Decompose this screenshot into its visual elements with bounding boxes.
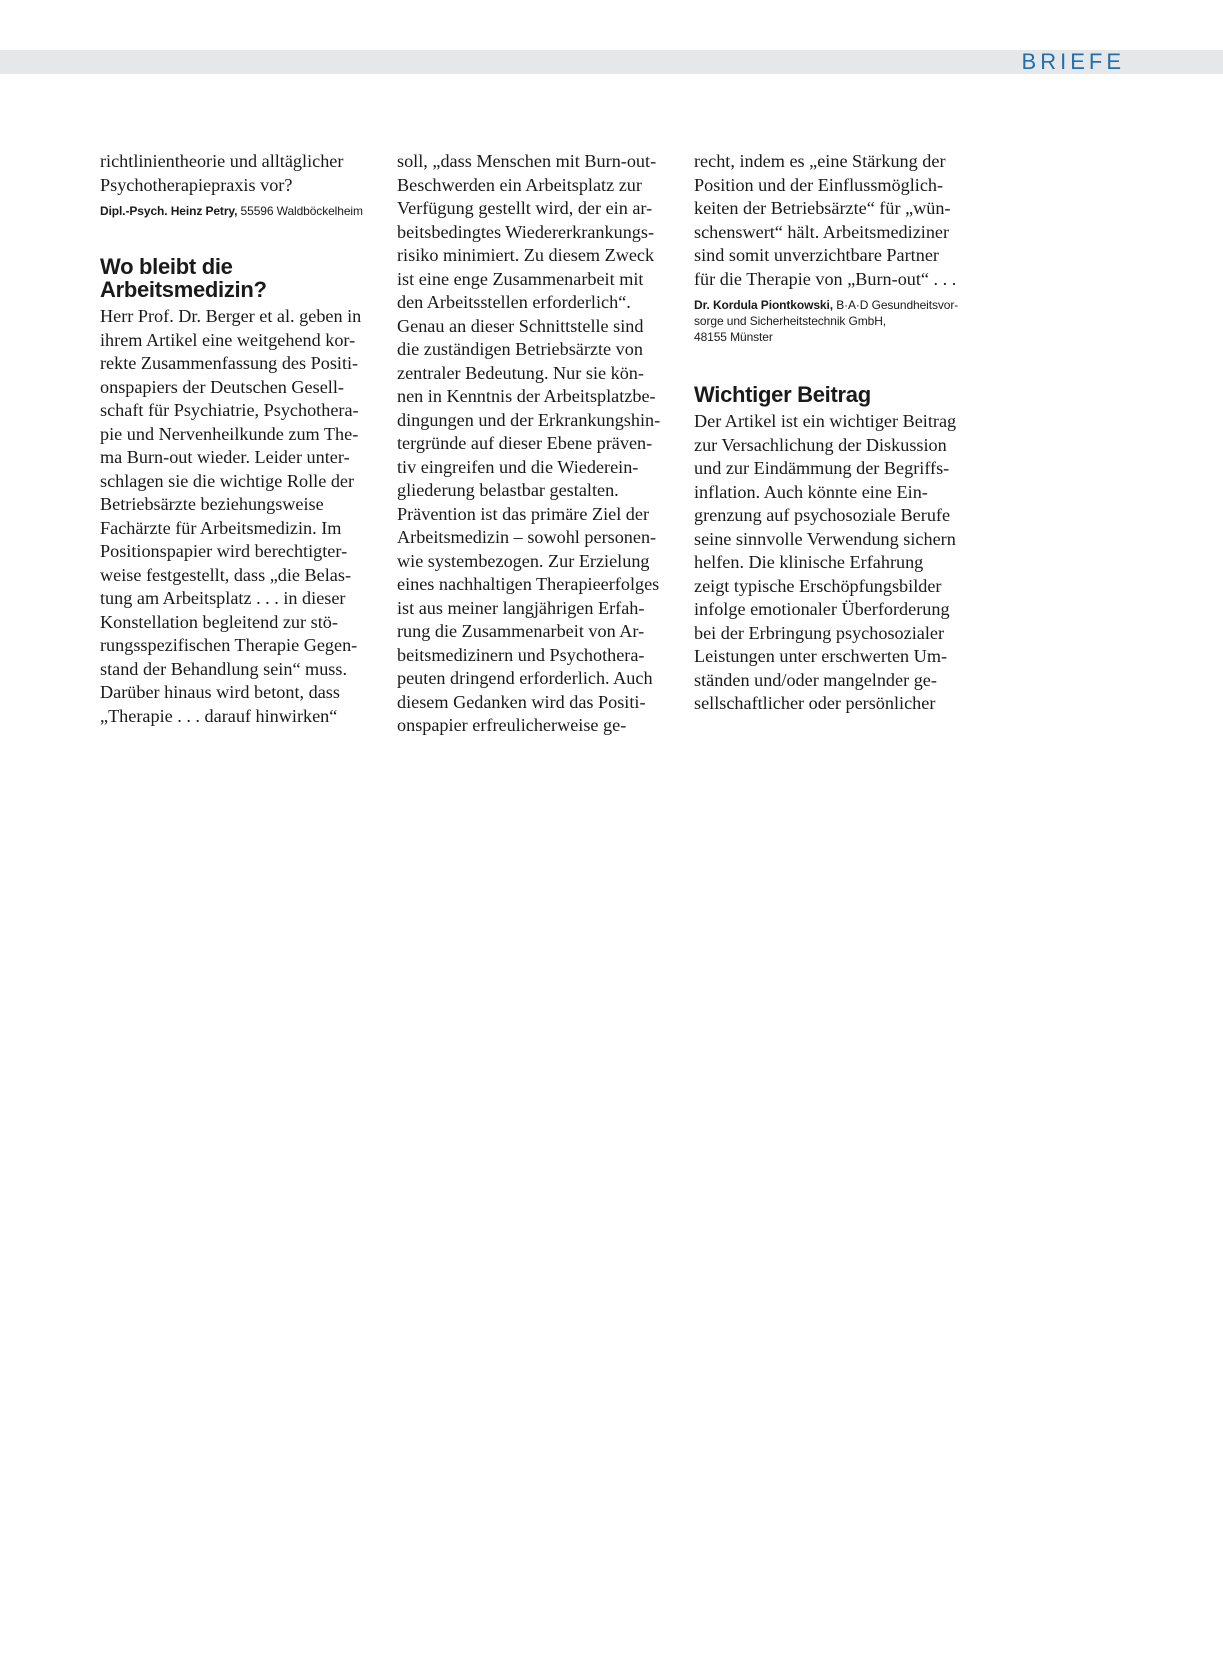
text-line: beitsmedizinern und Psychothera- [397,644,645,665]
text-line: zur Versachlichung der Diskussion [694,434,947,455]
text-line: rekte Zusammenfassung des Positi- [100,353,359,373]
signature-piontkowski: Dr. Kordula Piontkowski, B·A·D Gesundheitsvor- sorge und Sicherheitstechnik GmbH, 48155 Münster [694,298,959,344]
text-line: Verfügung gestellt wird, der ein ar- [397,198,653,218]
text-line: schenswert“ hält. Arbeitsmediziner [694,221,950,242]
text-line: Leistungen unter erschwerten Um- [694,646,948,666]
text-line: den Arbeitsstellen erforderlich“. [397,292,631,312]
text-line: Prävention ist das primäre Ziel der [397,503,650,524]
text-line: wie systembezogen. Zur Erzielung [397,550,650,571]
text-line: pie und Nervenheilkunde zum The- [100,423,359,444]
text-line: schaft für Psychiatrie, Psychothera- [100,400,359,420]
text-line: Betriebsärzte beziehungsweise [100,494,324,514]
text-line: Position und der Einflussmöglich- [694,174,944,195]
text-line: sellschaftlicher oder persönlicher [694,693,936,713]
text-line: nen in Kenntnis der Arbeitsplatzbe- [397,386,656,406]
text-line: infolge emotionaler Überforderung [694,599,950,619]
text-line: „Therapie . . . darauf hinwirken“ [100,705,338,726]
text-line: Arbeitsmedizin – sowohl personen- [397,527,657,547]
text-line: eines nachhaltigen Therapieerfolges [397,574,660,594]
text-line: Genau an dieser Schnittstelle sind [397,315,644,336]
text-line: ma Burn-out wieder. Leider unter- [100,447,350,467]
letter-body-2 [397,150,677,738]
text-line: ihrem Artikel eine weitgehend kor- [100,329,356,350]
text-line: für die Therapie von „Burn-out“ . . . [694,268,957,289]
heading-arbeitsmedizin: Wo bleibt die Arbeitsmedizin? [100,254,267,302]
text-line: zeigt typische Erschöpfungsbilder [694,575,942,596]
text-line: risiko minimiert. Zu diesem Zweck [397,245,655,265]
text-line: die zuständigen Betriebsärzte von [397,339,643,359]
text-line: Positionspapier wird berechtigter- [100,541,348,561]
text-line: ist aus meiner langjährigen Erfah- [397,597,645,618]
text-line: und zur Eindämmung der Begriffs- [694,458,950,478]
column-3 [694,150,974,716]
text-line: ständen und/oder mangelnder ge- [694,669,937,690]
section-label: BRIEFE [1021,49,1125,74]
text-line: beitsbedingtes Wiedererkrankungs- [397,221,655,242]
text-line: peuten dringend erforderlich. Auch [397,668,653,688]
signature-petry: Dipl.-Psych. Heinz Petry, 55596 Waldböckelheim [100,204,363,218]
text-line: tiv eingreifen und die Wiederein- [397,456,639,477]
text-line: zentraler Bedeutung. Nur sie kön- [397,362,644,383]
text-line: weise festgestellt, dass „die Belas- [100,564,352,585]
letter-body-1 [100,305,380,728]
text-line: Darüber hinaus wird betont, dass [100,682,340,702]
text-line: bei der Erbringung psychosozialer [694,622,944,643]
text-line: Beschwerden ein Arbeitsplatz zur [397,174,642,195]
text-line: onspapiers der Deutschen Gesell- [100,376,344,397]
column-2 [397,150,677,738]
text-line: rungsspezifischen Therapie Gegen- [100,635,358,655]
text-line: onspapier erfreulicherweise ge- [397,715,627,735]
text-line: helfen. Die klinische Erfahrung [694,552,924,572]
text-line: grenzung auf psychosoziale Berufe [694,505,951,525]
column-1 [100,150,380,728]
text-line: keiten der Betriebsärzte“ für „wün- [694,198,951,218]
text-line: schlagen sie die wichtige Rolle der [100,470,355,491]
text-line: rung die Zusammenarbeit von Ar- [397,621,645,641]
heading-wichtiger-beitrag: Wichtiger Beitrag [694,382,871,407]
text-line: diesem Gedanken wird das Positi- [397,691,646,712]
text-line: tergründe auf dieser Ebene präven- [397,433,653,453]
text-line: ist eine enge Zusammenarbeit mit [397,268,644,289]
text-line: inflation. Auch könnte eine Ein- [694,481,928,502]
intro-text: richtlinientheorie und alltäglicher Psychotherapiepraxis vor? [100,151,344,195]
text-line: Herr Prof. Dr. Berger et al. geben in [100,306,362,326]
text-line: Konstellation begleitend zur stö- [100,611,338,632]
text-line: gliederung belastbar gestalten. [397,480,619,500]
text-line: Fachärzte für Arbeitsmedizin. Im [100,517,342,538]
text-line: soll, „dass Menschen mit Burn-out- [397,151,657,171]
text-line: tung am Arbeitsplatz . . . in dieser [100,588,346,608]
letter-body-4 [694,410,974,716]
text-line: seine sinnvolle Verwendung sichern [694,528,956,549]
text-line: sind somit unverzichtbare Partner [694,245,939,265]
text-line: recht, indem es „eine Stärkung der [694,151,946,171]
text-line: Der Artikel ist ein wichtiger Beitrag [694,411,957,431]
letter-body-3 [694,150,974,291]
text-line: dingungen und der Erkrankungshin- [397,409,661,430]
text-line: stand der Behandlung sein“ muss. [100,658,348,679]
